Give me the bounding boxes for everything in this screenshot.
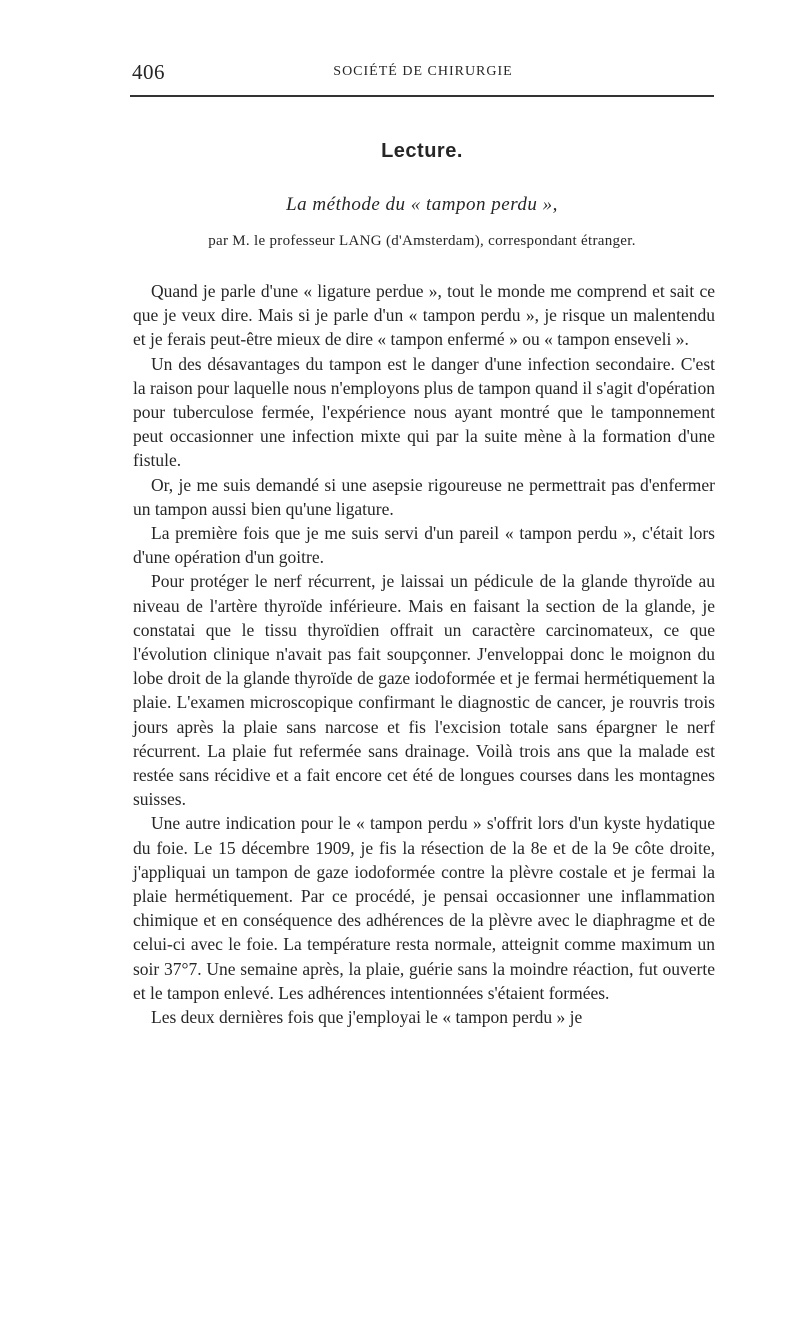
page-number: 406 — [132, 60, 165, 84]
running-head: SOCIÉTÉ DE CHIRURGIE — [333, 64, 513, 79]
paragraph: Un des désavantages du tampon est le danger d'une infection secondaire. C'est la raison pour laquelle nous n'employons plus de tampon quand il s'agit d'opération pour tuberculose fermée, l'expérience nous ayant montré que le tamponnement peut occasionner une infection mixte qui par la suite mène à la formation d'une fistule. — [133, 353, 715, 471]
page-header — [132, 58, 714, 88]
paragraph: Quand je parle d'une « ligature perdue », tout le monde me comprend et sait ce que je veux dire. Mais si je parle d'un « tampon perdu », je risque un malentendu et je ferais peut-être mieux de dire « tampon enfermé » ou « tampon enseveli ». — [133, 281, 715, 350]
article-byline: par M. le professeur LANG (d'Amsterdam), correspondant étranger. — [208, 233, 636, 249]
paragraph: Or, je me suis demandé si une asepsie rigoureuse ne permettrait pas d'enfermer un tampon aussi bien qu'une ligature. — [133, 474, 715, 519]
header-rule — [130, 95, 714, 97]
article-title: La méthode du « tampon perdu », — [286, 194, 558, 215]
paragraph: Les deux dernières fois que j'employai le « tampon perdu » je — [151, 1007, 583, 1028]
section-title: Lecture. — [381, 140, 463, 162]
paragraph: Pour protéger le nerf récurrent, je laissai un pédicule de la glande thyroïde au niveau de l'artère thyroïde inférieure. Mais en faisant la section de la glande, je constatai que le tissu thyroïdien offrait un caractère carcinomateux, ce que l'évolution clinique n'avait pas fait soupçonner. J'enveloppai donc le moignon du lobe droit de la glande thyroïde de gaze iodoformée et je fermai hermétiquement la plaie. L'examen microscopique confirmant le diagnostic de cancer, je rouvris trois jours après la plaie sans narcose et fis l'excision totale sans épargner le nerf récurrent. La plaie fut refermée sans drainage. Voilà trois ans que la malade est restée sans récidive et a fait encore cet été de longues courses dans les montagnes suisses. — [133, 571, 715, 810]
paragraph: La première fois que je me suis servi d'un pareil « tampon perdu », c'était lors d'une opération d'un goitre. — [133, 523, 715, 568]
article-body — [133, 279, 715, 1029]
paragraph: Une autre indication pour le « tampon perdu » s'offrit lors d'un kyste hydatique du foie. Le 15 décembre 1909, je fis la résection de la 8e et de la 9e côte droite, j'appliquai un tampon de gaze iodoformée contre la plèvre costale et je fermai la plaie hermétiquement. Par ce procédé, je pensai occasionner une inflammation chimique et en conséquence des adhérences de la plèvre avec le diaphragme et de celui-ci avec le foie. La température resta normale, atteignit comme maximum un soir 37°7. Une semaine après, la plaie, guérie sans la moindre réaction, fut ouverte et le tampon enlevé. Les adhérences intentionnées s'étaient formées. — [133, 813, 715, 1003]
